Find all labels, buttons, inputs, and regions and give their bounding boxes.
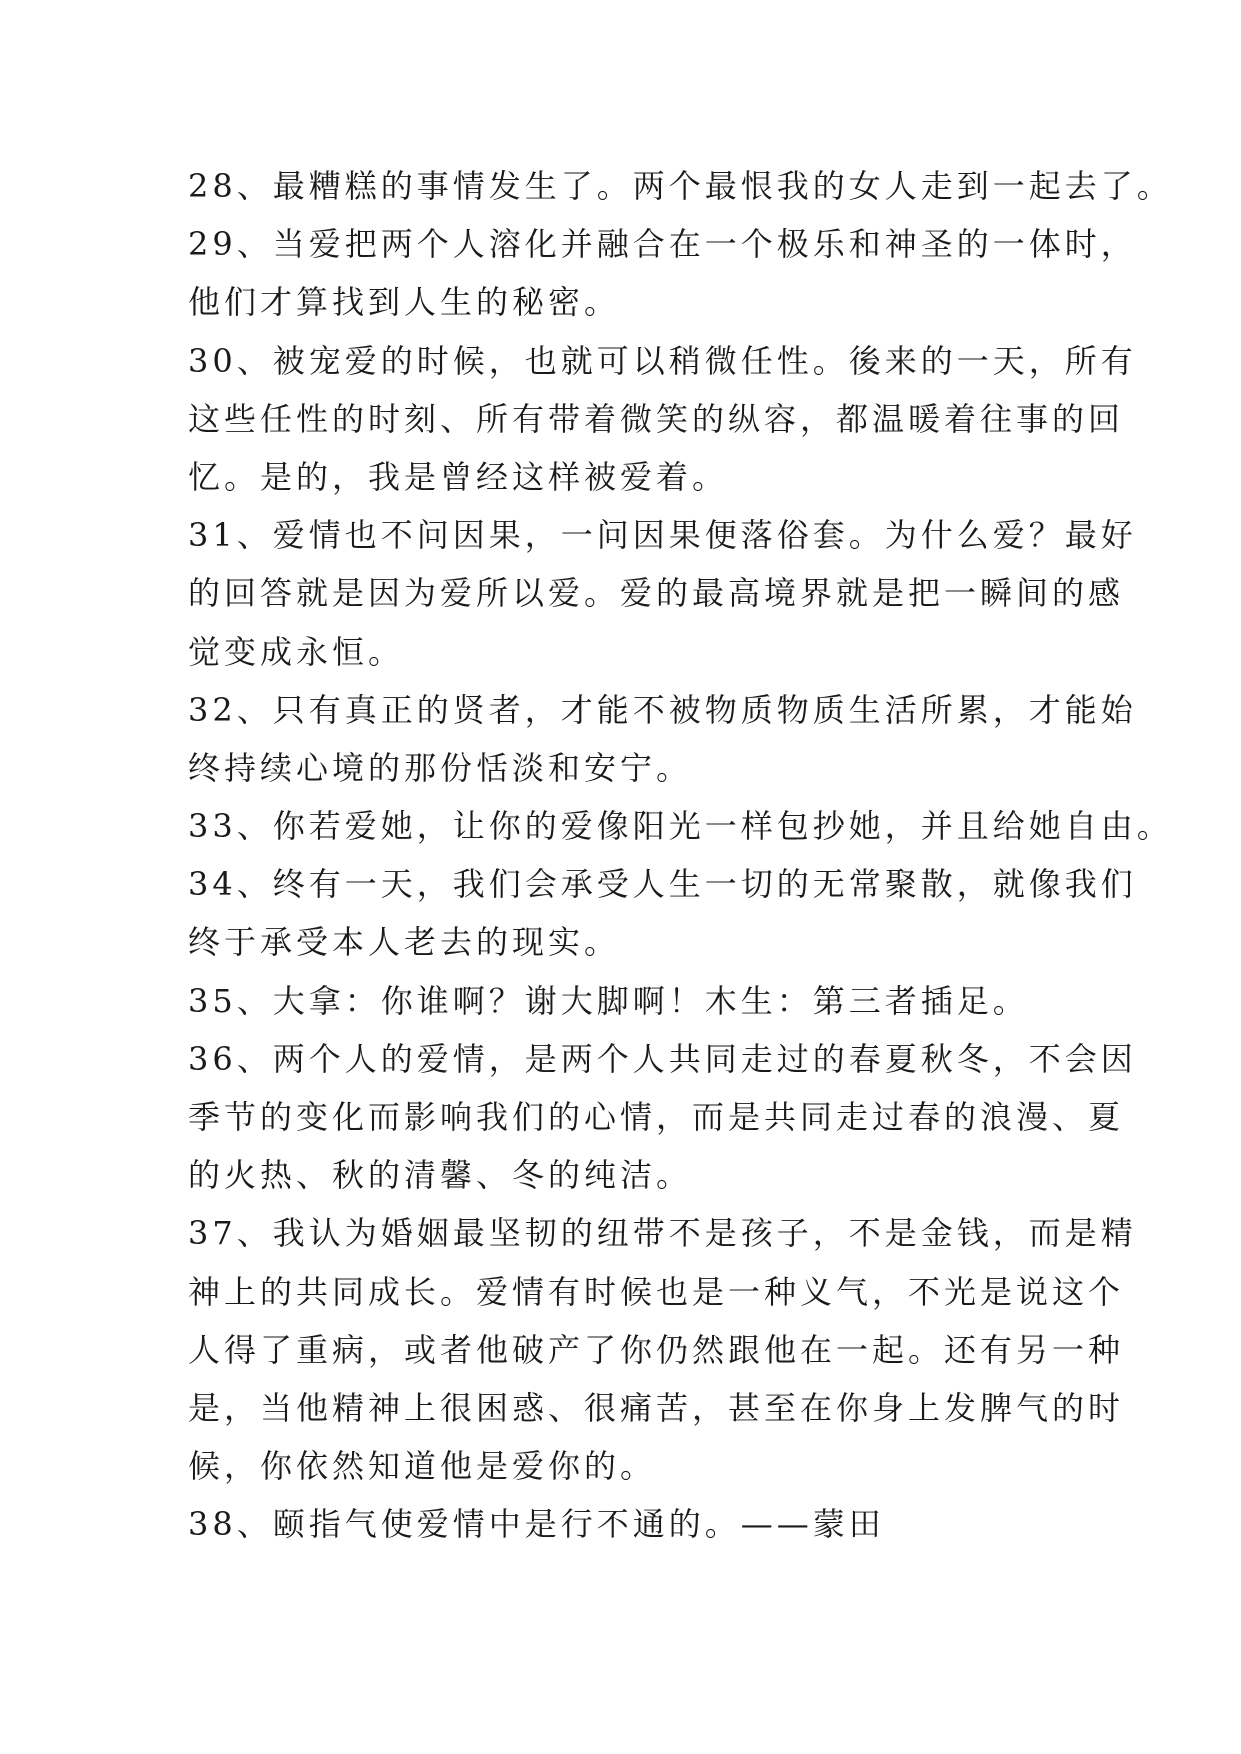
text-line-30-1: 30、被宠爱的时候，也就可以稍微任性。後来的一天，所有 (188, 341, 1137, 380)
text-line-28-1: 28、最糟糕的事情发生了。两个最恨我的女人走到一起去了。 (188, 167, 1173, 205)
text-line-34-1: 34、终有一天，我们会承受人生一切的无常聚散，就像我们 (188, 865, 1137, 904)
text-line-29-1: 29、当爱把两个人溶化并融合在一个极乐和神圣的一体时， (188, 225, 1137, 264)
text-line-32-1: 32、只有真正的贤者，才能不被物质物质生活所累，才能始 (188, 690, 1137, 729)
text-line-30-2: 这些任性的时刻、所有带着微笑的纵容，都温暖着往事的回 (188, 399, 1125, 438)
text-line-37-1: 37、我认为婚姻最坚韧的纽带不是孩子，不是金钱，而是精 (188, 1214, 1137, 1253)
text-line-31-3: 觉变成永恒。 (188, 632, 405, 671)
text-line-31-1: 31、爱情也不问因果，一问因果便落俗套。为什么爱？最好 (188, 516, 1137, 555)
text-line-31-2: 的回答就是因为爱所以爱。爱的最高境界就是把一瞬间的感 (188, 574, 1125, 613)
text-line-36-3: 的火热、秋的清馨、冬的纯洁。 (188, 1156, 693, 1195)
text-line-35-1: 35、大拿：你谁啊？谢大脚啊！木生：第三者插足。 (188, 981, 1029, 1020)
text-line-38-1: 38、颐指气使爱情中是行不通的。——蒙田 (188, 1505, 885, 1544)
text-line-36-2: 季节的变化而影响我们的心情，而是共同走过春的浪漫、夏 (188, 1098, 1125, 1136)
text-line-29-2: 他们才算找到人生的秘密。 (188, 283, 621, 322)
text-line-37-4: 是，当他精神上很困惑、很痛苦，甚至在你身上发脾气的时 (188, 1388, 1125, 1427)
text-line-30-3: 忆。是的，我是曾经这样被爱着。 (188, 457, 729, 496)
text-line-33-1: 33、你若爱她，让你的爱像阳光一样包抄她，并且给她自由。 (188, 807, 1173, 846)
document-body (188, 157, 1173, 1554)
text-line-36-1: 36、两个人的爱情，是两个人共同走过的春夏秋冬，不会因 (188, 1039, 1137, 1078)
text-line-37-5: 候，你依然知道他是爱你的。 (188, 1447, 657, 1486)
text-line-37-2: 神上的共同成长。爱情有时候也是一种义气，不光是说这个 (188, 1272, 1125, 1311)
text-line-37-3: 人得了重病，或者他破产了你仍然跟他在一起。还有另一种 (188, 1330, 1125, 1369)
text-line-34-2: 终于承受本人老去的现实。 (188, 923, 621, 962)
text-line-32-2: 终持续心境的那份恬淡和安宁。 (188, 748, 693, 787)
